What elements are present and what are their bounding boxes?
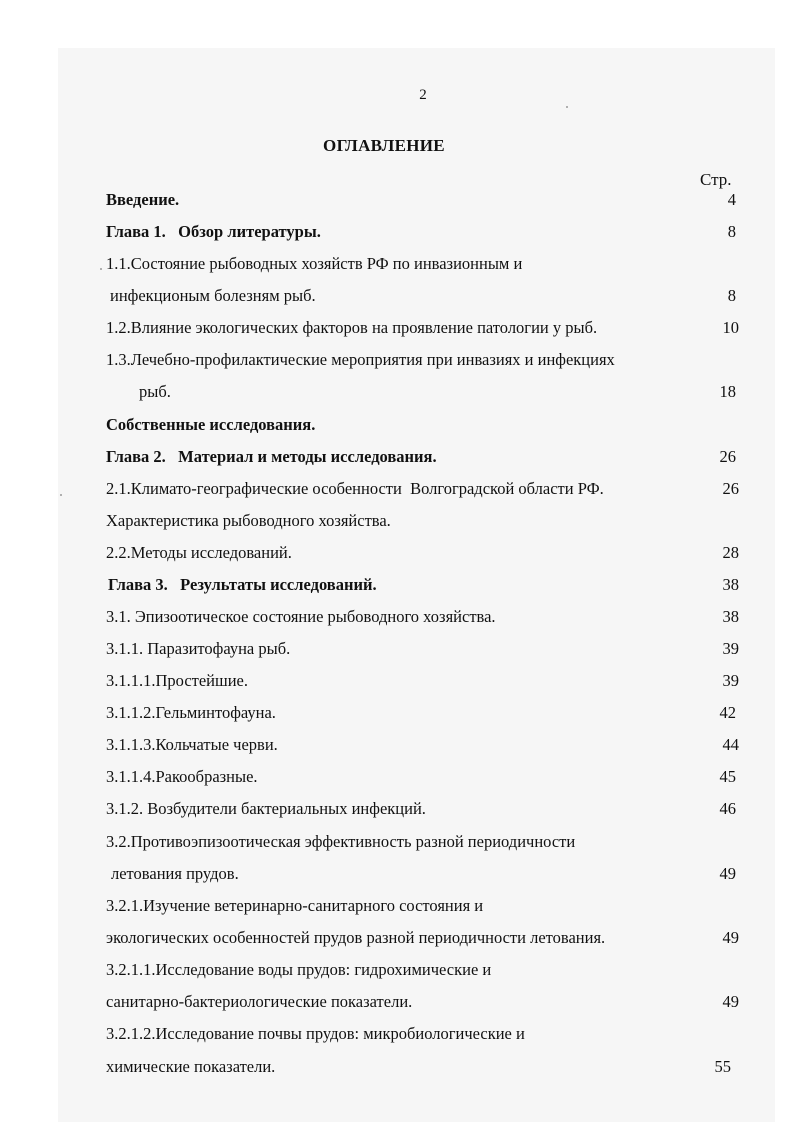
toc-entry-title: 3.2.1.Изучение ветеринарно-санитарного состояния и [106,896,484,915]
toc-entry-title: 3.2.1.1.Исследование воды прудов: гидрохимические и [106,960,492,979]
toc-entry [0,830,793,856]
toc-entry [0,605,793,631]
toc-entry [0,765,793,791]
toc-entry [0,252,793,278]
toc-entry [0,220,793,246]
toc-entry-title: 3.1.1.1.Простейшие. [106,671,248,690]
toc-entry [0,733,793,759]
toc-entry-page: 39 [722,639,739,658]
toc-entry-title: рыб. [139,382,171,401]
toc-entry-title: Глава 1. Обзор литературы. [106,222,321,241]
toc-entry-page: 8 [727,222,736,241]
toc-entry [0,701,793,727]
toc-entry-title: 3.1. Эпизоотическое состояние рыбоводного хозяйства. [106,607,496,626]
toc-entry [0,573,793,599]
toc-entry-title: экологических особенностей прудов разной периодичности летования. [106,928,606,947]
toc-entry-page: 49 [722,928,739,947]
page-number: 2 [419,87,427,103]
toc-entry [0,1055,793,1081]
toc-entry [0,637,793,663]
toc-entry-page: 38 [722,575,739,594]
toc-entry-title: летования прудов. [111,864,239,883]
toc-entry-title: инфекционым болезням рыб. [110,286,316,305]
toc-entry-title: 1.3.Лечебно-профилактические мероприятия при инвазиях и инфекциях [106,350,615,369]
page-title: ОГЛАВЛЕНИЕ [323,136,445,155]
toc-entry-title: 3.2.1.2.Исследование почвы прудов: микробиологические и [106,1024,525,1043]
toc-entry [0,1022,793,1048]
toc-entry-title: 3.1.1.2.Гельминтофауна. [106,703,276,722]
toc-entry-title: 3.2.Противоэпизоотическая эффективность разной периодичности [106,832,576,851]
toc-entry-page: 49 [722,992,739,1011]
toc-entry-page: 26 [722,479,739,498]
toc-entry-page: 42 [719,703,736,722]
toc-entry-title: 1.1.Состояние рыбоводных хозяйств РФ по инвазионным и [106,254,523,273]
toc-entry-title: 3.1.1.4.Ракообразные. [106,767,258,786]
toc-entry [0,380,793,406]
toc-entry-page: 28 [722,543,739,562]
toc-entry [0,797,793,823]
toc-entry-page: 18 [719,382,736,401]
toc-entry-page: 46 [719,799,736,818]
toc-entry [0,445,793,471]
toc-entry-title: 1.2.Влияние экологических факторов на проявление патологии у рыб. [106,318,598,337]
toc-entry-page: 49 [719,864,736,883]
toc-entry-title: Собственные исследования. [106,415,316,434]
toc-entry-title: Глава 2. Материал и методы исследования. [106,447,437,466]
toc-entry [0,284,793,310]
toc-entry-title: 3.1.1. Паразитофауна рыб. [106,639,291,658]
toc-entry-title: Глава 3. Результаты исследований. [108,575,377,594]
toc-entry-page: 55 [714,1057,731,1076]
toc-entry [0,509,793,535]
toc-entry-page: 4 [727,190,736,209]
toc-entry [0,316,793,342]
toc-entry-title: химические показатели. [106,1057,276,1076]
toc-entry [0,348,793,374]
toc-entry [0,926,793,952]
toc-entry-title: 2.1.Климато-географические особенности Волгоградской области РФ. [106,479,604,498]
toc-entry-title: 3.1.1.3.Кольчатые черви. [106,735,278,754]
toc-entry [0,188,793,214]
toc-entry-title: 3.1.2. Возбудители бактериальных инфекций. [106,799,426,818]
toc-entry [0,541,793,567]
toc-entry-page: 10 [722,318,739,337]
toc-entry-page: 45 [719,767,736,786]
toc-entry [0,862,793,888]
toc-entry-page: 8 [727,286,736,305]
toc-entry-page: 39 [722,671,739,690]
toc-entry-title: Введение. [106,190,180,209]
toc-entry [0,958,793,984]
toc-entry [0,669,793,695]
toc-entry [0,894,793,920]
toc-entry-page: 26 [719,447,736,466]
scan-speck [566,106,568,108]
toc-entry-title: Характеристика рыбоводного хозяйства. [106,511,391,530]
toc-entry [0,990,793,1016]
toc-entry-title: санитарно-бактериологические показатели. [106,992,413,1011]
page-column-label: Стр. [700,170,732,189]
toc-entry-page: 38 [722,607,739,626]
toc-entry [0,413,793,439]
toc-entry-title: 2.2.Методы исследований. [106,543,292,562]
toc-entry [0,477,793,503]
toc-entry-page: 44 [722,735,739,754]
